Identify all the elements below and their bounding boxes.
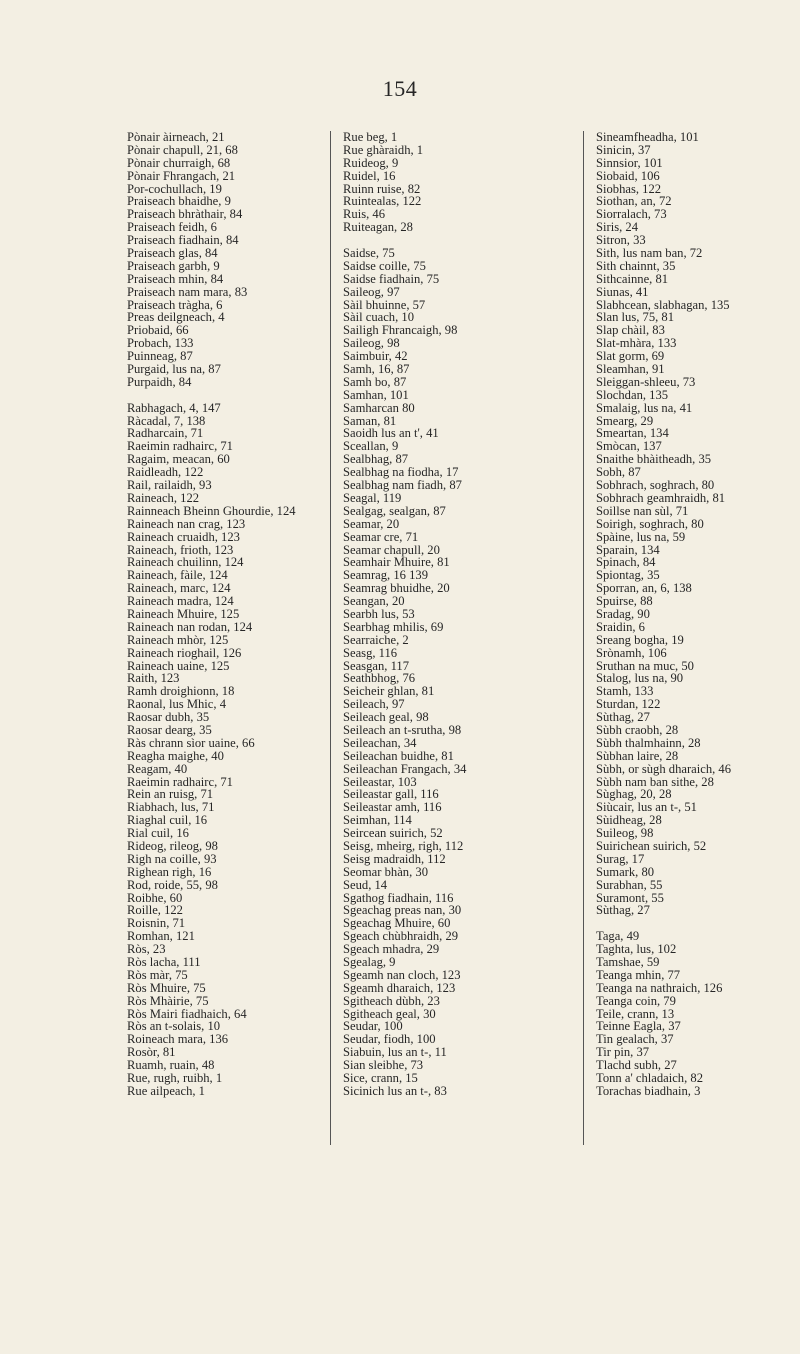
index-entry: Seileach, 97 (343, 697, 405, 712)
index-entry: Ruintealas, 122 (343, 194, 422, 209)
index-entry: Sleamhan, 91 (596, 362, 665, 377)
index-entry: Teanga coin, 79 (596, 993, 676, 1008)
index-column-1 (127, 131, 304, 1098)
index-entry: Sgeach mhadra, 29 (343, 942, 440, 957)
index-entry: Sgitheach dùbh, 23 (343, 993, 440, 1008)
index-entry: Ramh droighionn, 18 (127, 684, 235, 699)
index-entry: Praiseach tràgha, 6 (127, 297, 223, 312)
index-entry: Radharcain, 71 (127, 426, 204, 441)
index-entry: Smearg, 29 (596, 413, 654, 428)
index-entry: Seircean suirich, 52 (343, 826, 443, 841)
index-entry: Teanga na nathraich, 126 (596, 980, 723, 995)
index-entry: Sealbhag, 87 (343, 452, 409, 467)
index-entry: Stamh, 133 (596, 684, 654, 699)
index-entry: Slabhcean, slabhagan, 135 (596, 297, 730, 312)
index-entry: Probach, 133 (127, 336, 194, 351)
index-entry: Rein an ruisg, 71 (127, 787, 214, 802)
index-entry: Riaghal cuil, 16 (127, 813, 208, 828)
index-entry: Searraiche, 2 (343, 632, 409, 647)
index-entry: Pònair churraigh, 68 (127, 155, 231, 170)
index-entry: Slat-mhàra, 133 (596, 336, 677, 351)
index-entry: Suileog, 98 (596, 826, 654, 841)
index-entry: Seileachan Frangach, 34 (343, 761, 467, 776)
index-entry: Seathbhog, 76 (343, 671, 416, 686)
index-entry: Rideog, rileog, 98 (127, 838, 218, 853)
index-entry: Sineamfheadha, 101 (596, 130, 699, 144)
index-entry: Sinnsior, 101 (596, 155, 663, 170)
index-entry: Ròs màr, 75 (127, 967, 188, 982)
index-entry: Praiseach fiadhain, 84 (127, 233, 239, 248)
index-entry: Praiseach glas, 84 (127, 246, 218, 261)
index-entry: Seisg, mheirg, righ, 112 (343, 838, 464, 853)
index-entry: Rod, roide, 55, 98 (127, 877, 218, 892)
index-entry: Sàil cuach, 10 (343, 310, 414, 325)
index-entry: Sumark, 80 (596, 864, 655, 879)
index-entry: Raonal, lus Mhic, 4 (127, 697, 226, 712)
index-entry: Ròs Mairi fiadhaich, 64 (127, 1006, 247, 1021)
index-entry: Spàine, lus na, 59 (596, 529, 686, 544)
index-entry: Righean righ, 16 (127, 864, 212, 879)
index-entry: Searbh lus, 53 (343, 606, 415, 621)
index-entry: Tonn a' chladaich, 82 (596, 1071, 703, 1086)
index-entry: Slan lus, 75, 81 (596, 310, 675, 325)
index-entry: Taghta, lus, 102 (596, 942, 677, 957)
index-entry: Sgathog fiadhain, 116 (343, 890, 454, 905)
index-entry: Teanga mhin, 77 (596, 967, 681, 982)
index-entry: Praiseach bhràthair, 84 (127, 207, 243, 222)
index-entry: Sgeachag Mhuire, 60 (343, 916, 451, 931)
index-entry: Praiseach feidh, 6 (127, 220, 217, 235)
index-entry: Ruidel, 16 (343, 168, 396, 183)
index-entry: Saoidh lus an t', 41 (343, 426, 439, 441)
index-entry: Snaithe bhàitheadh, 35 (596, 452, 712, 467)
index-entry: Sithcainne, 81 (596, 271, 669, 286)
index-entry: Saimbuir, 42 (343, 349, 408, 364)
index-entry: Reagha maighe, 40 (127, 748, 224, 763)
index-entry: Praiseach nam mara, 83 (127, 284, 248, 299)
index-entry: Romhan, 121 (127, 929, 195, 944)
index-entry: Rue ghàraidh, 1 (343, 142, 424, 157)
index-entry: Rue, rugh, ruibh, 1 (127, 1071, 223, 1086)
index-entry: Sùbh nam ban sithe, 28 (596, 774, 714, 789)
index-entry: Smalaig, lus na, 41 (596, 400, 693, 415)
index-entry: Sùbhan laire, 28 (596, 748, 679, 763)
index-entry: Torachas biadhain, 3 (596, 1083, 701, 1098)
index-entry: Seamrag bhuidhe, 20 (343, 581, 450, 596)
index-entry: Soirigh, soghrach, 80 (596, 516, 704, 531)
index-entry: Sradag, 90 (596, 606, 650, 621)
index-entry: Rue ailpeach, 1 (127, 1083, 205, 1098)
index-entry: Sùghag, 20, 28 (596, 787, 672, 802)
index-entry: Ròs, 23 (127, 942, 166, 957)
index-entry: Seasg, 116 (343, 645, 398, 660)
index-entry: Roisnin, 71 (127, 916, 186, 931)
index-entry: Sian sleibhe, 73 (343, 1058, 424, 1073)
index-entry: Sobh, 87 (596, 465, 641, 480)
index-entry: Sicinich lus an t-, 83 (343, 1083, 447, 1098)
index-entry: Sùthag, 27 (596, 903, 650, 918)
index-entry: Sùbh thalmhainn, 28 (596, 735, 701, 750)
index-entry: Sruthan na muc, 50 (596, 658, 694, 673)
index-entry: Smòcan, 137 (596, 439, 662, 454)
index-entry: Samh, 16, 87 (343, 362, 410, 377)
index-entry: Ruis, 46 (343, 207, 385, 222)
index-entry: Rainneach Bheinn Ghourdie, 124 (127, 503, 296, 518)
index-entry: Sàil bhuinne, 57 (343, 297, 426, 312)
index-entry: Puinneag, 87 (127, 349, 193, 364)
index-entry: Surag, 17 (596, 851, 645, 866)
index-entry: Soillse nan sùl, 71 (596, 503, 689, 518)
index-entry: Tir pin, 37 (596, 1045, 650, 1060)
index-entry: Sealbhag nam fiadh, 87 (343, 478, 462, 493)
index-entry: Sailigh Fhrancaigh, 98 (343, 323, 458, 338)
index-entry: Roille, 122 (127, 903, 183, 918)
index-entry: Saileog, 97 (343, 284, 400, 299)
index-entry: Raineach, frioth, 123 (127, 542, 234, 557)
index-entry: Searbhag mhilis, 69 (343, 619, 444, 634)
index-entry: Rosòr, 81 (127, 1045, 176, 1060)
index-entry: Saileog, 98 (343, 336, 400, 351)
index-entry: Raineach cruaidh, 123 (127, 529, 240, 544)
index-entry: Sobhrach, soghrach, 80 (596, 478, 715, 493)
index-entry: Stalog, lus na, 90 (596, 671, 684, 686)
index-entry: Smeartan, 134 (596, 426, 669, 441)
index-entry: Pònair Fhrangach, 21 (127, 168, 236, 183)
index-entry: Spuirse, 88 (596, 594, 653, 609)
index-entry: Pònair chapull, 21, 68 (127, 142, 238, 157)
index-entry: Seamar chapull, 20 (343, 542, 440, 557)
index-entry: Riabhach, lus, 71 (127, 800, 215, 815)
index-entry: Seamar cre, 71 (343, 529, 419, 544)
index-entry: Raineach nan rodan, 124 (127, 619, 253, 634)
index-entry: Saidse fiadhain, 75 (343, 271, 440, 286)
index-entry: Siabuin, lus an t-, 11 (343, 1045, 447, 1060)
index-entry: Rail, railaidh, 93 (127, 478, 212, 493)
index-entry: Seileach geal, 98 (343, 710, 429, 725)
index-entry: Seicheir ghlan, 81 (343, 684, 435, 699)
index-entry: Raineach mhòr, 125 (127, 632, 229, 647)
index-entry: Suramont, 55 (596, 890, 664, 905)
index-entry: Ruiteagan, 28 (343, 220, 413, 235)
index-entry: Ròs lacha, 111 (127, 955, 201, 969)
index-entry: Seud, 14 (343, 877, 388, 892)
index-entry: Raineach, fàile, 124 (127, 568, 228, 583)
index-entry: Seamar, 20 (343, 516, 400, 531)
index-column-3 (583, 131, 800, 1145)
index-entry: Praiseach bhaidhe, 9 (127, 194, 231, 209)
index-entry: Seileastar, 103 (343, 774, 417, 789)
index-entry: Raineach, 122 (127, 490, 200, 505)
index-entry: Samh bo, 87 (343, 374, 407, 389)
index-entry: Sice, crann, 15 (343, 1071, 418, 1086)
index-entry: Siunas, 41 (596, 284, 649, 299)
index-entry: Ruinn ruise, 82 (343, 181, 421, 196)
index-entry: Samharcan 80 (343, 400, 415, 415)
index-entry: Raith, 123 (127, 671, 180, 686)
index-entry: Sith chainnt, 35 (596, 258, 676, 273)
index-entry: Seamrag, 16 139 (343, 568, 428, 583)
index-entry: Sturdan, 122 (596, 697, 661, 712)
index-entry: Sleiggan-shleeu, 73 (596, 374, 696, 389)
index-entry: Seagal, 119 (343, 490, 402, 505)
index-entry: Sgeamh dharaich, 123 (343, 980, 456, 995)
index-entry: Sgeamh nan cloch, 123 (343, 967, 461, 982)
index-entry: Seileachan, 34 (343, 735, 417, 750)
index-entry: Spinach, 84 (596, 555, 656, 570)
index-entry: Seileach an t-srutha, 98 (343, 722, 462, 737)
index-entry: Raineach, marc, 124 (127, 581, 231, 596)
index-entry: Spiontag, 35 (596, 568, 660, 583)
index-entry: Reagam, 40 (127, 761, 188, 776)
index-entry: Purpaidh, 84 (127, 374, 192, 389)
index-entry: Seisg madraidh, 112 (343, 851, 446, 866)
index-entry: Raineach chuilinn, 124 (127, 555, 244, 570)
index-entry: Sreang bogha, 19 (596, 632, 684, 647)
index-entry: Seudar, 100 (343, 1019, 403, 1034)
index-column-2 (330, 131, 568, 1145)
index-entry: Ràcadal, 7, 138 (127, 413, 206, 428)
index-entry: Seomar bhàn, 30 (343, 864, 428, 879)
index-entry: Sitron, 33 (596, 233, 646, 248)
index-entry: Praiseach mhin, 84 (127, 271, 224, 286)
index-entry: Surabhan, 55 (596, 877, 663, 892)
index-entry: Siorralach, 73 (596, 207, 667, 222)
index-entry: Sgeach chùbhraidh, 29 (343, 929, 459, 944)
index-entry: Saidse, 75 (343, 246, 395, 261)
index-entry: Raineach Mhuire, 125 (127, 606, 240, 621)
index-entry: Seasgan, 117 (343, 658, 409, 673)
index-entry: Sceallan, 9 (343, 439, 399, 454)
index-entry: Raosar dearg, 35 (127, 722, 212, 737)
index-entry: Siùcair, lus an t-, 51 (596, 800, 697, 815)
index-entry: Seimhan, 114 (343, 813, 412, 828)
index-entry: Rial cuil, 16 (127, 826, 189, 841)
index-entry: Sobhrach geamhraidh, 81 (596, 490, 726, 505)
index-entry: Raosar dubh, 35 (127, 710, 210, 725)
index-entry: Sgeachag preas nan, 30 (343, 903, 462, 918)
index-entry: Teinne Eagla, 37 (596, 1019, 681, 1034)
index-entry: Sporran, an, 6, 138 (596, 581, 692, 596)
index-entry: Sùbh, or sùgh dharaich, 46 (596, 761, 732, 776)
index-entry: Sith, lus nam ban, 72 (596, 246, 703, 261)
index-entry: Sinicin, 37 (596, 142, 651, 157)
index-entry: Ràs chrann sìor uaine, 66 (127, 735, 255, 750)
index-entry: Slap chàil, 83 (596, 323, 665, 338)
index-entry: Raidleadh, 122 (127, 465, 204, 480)
index-entry: Siris, 24 (596, 220, 638, 235)
index-entry: Tamshae, 59 (596, 955, 660, 969)
index-entry: Seudar, fiodh, 100 (343, 1032, 436, 1047)
index-entry: Sgitheach geal, 30 (343, 1006, 436, 1021)
index-entry: Sùthag, 27 (596, 710, 650, 725)
index-entry: Roineach mara, 136 (127, 1032, 229, 1047)
index-entry: Ragaim, meacan, 60 (127, 452, 230, 467)
index-entry: Sraidin, 6 (596, 619, 645, 634)
index-entry: Seileastar amh, 116 (343, 800, 442, 815)
index-entry: Samhan, 101 (343, 387, 409, 402)
index-entry: Siothan, an, 72 (596, 194, 672, 209)
index-entry: Saman, 81 (343, 413, 397, 428)
index-entry: Siobaid, 106 (596, 168, 660, 183)
index-entry: Raeimin radhairc, 71 (127, 439, 233, 454)
index-entry: Seangan, 20 (343, 594, 405, 609)
index-entry: Slochdan, 135 (596, 387, 669, 402)
index-entry: Sùbh craobh, 28 (596, 722, 679, 737)
index-entry: Roibhe, 60 (127, 890, 183, 905)
index-entry: Purgaid, lus na, 87 (127, 362, 221, 377)
index-entry: Sealbhag na fiodha, 17 (343, 465, 459, 480)
index-entry: Preas deilgneach, 4 (127, 310, 225, 325)
index-entry: Sparain, 134 (596, 542, 660, 557)
index-entry: Slat gorm, 69 (596, 349, 665, 364)
index-entry: Raineach madra, 124 (127, 594, 234, 609)
index-entry: Raineach nan crag, 123 (127, 516, 246, 531)
index-entry: Suirichean suirich, 52 (596, 838, 707, 853)
index-entry: Ròs Mhuire, 75 (127, 980, 206, 995)
index-entry: Ruamh, ruain, 48 (127, 1058, 215, 1073)
index-entry: Seamhair Mhuire, 81 (343, 555, 450, 570)
index-entry: Por-cochullach, 19 (127, 181, 222, 196)
section-gap (127, 389, 304, 402)
index-entry: Sealgag, sealgan, 87 (343, 503, 446, 518)
index-entry: Tin gealach, 37 (596, 1032, 674, 1047)
index-entry: Ròs an t-solais, 10 (127, 1019, 221, 1034)
index-entry: Seileastar gall, 116 (343, 787, 439, 802)
index-entry: Srònamh, 106 (596, 645, 667, 660)
index-entry: Teile, crann, 13 (596, 1006, 675, 1021)
index-entry: Raeimin radhairc, 71 (127, 774, 233, 789)
index-entry: Priobaid, 66 (127, 323, 189, 338)
index-entry: Ròs Mhàirie, 75 (127, 993, 209, 1008)
page-number: 154 (382, 76, 418, 101)
index-entry: Seileachan buidhe, 81 (343, 748, 454, 763)
index-entry: Sùidheag, 28 (596, 813, 662, 828)
index-entry: Pònair àirneach, 21 (127, 130, 225, 144)
index-entry: Rue beg, 1 (343, 130, 398, 144)
index-entry: Ruideog, 9 (343, 155, 399, 170)
index-entry: Sgealag, 9 (343, 955, 396, 969)
index-entry: Righ na coille, 93 (127, 851, 217, 866)
index-entry: Rabhagach, 4, 147 (127, 400, 221, 415)
index-entry: Taga, 49 (596, 929, 640, 944)
index-entry: Raineach rioghail, 126 (127, 645, 242, 660)
index-entry: Raineach uaine, 125 (127, 658, 230, 673)
index-entry: Tlachd subh, 27 (596, 1058, 677, 1073)
index-entry: Praiseach garbh, 9 (127, 258, 220, 273)
index-entry: Siobhas, 122 (596, 181, 662, 196)
index-entry: Saidse coille, 75 (343, 258, 426, 273)
